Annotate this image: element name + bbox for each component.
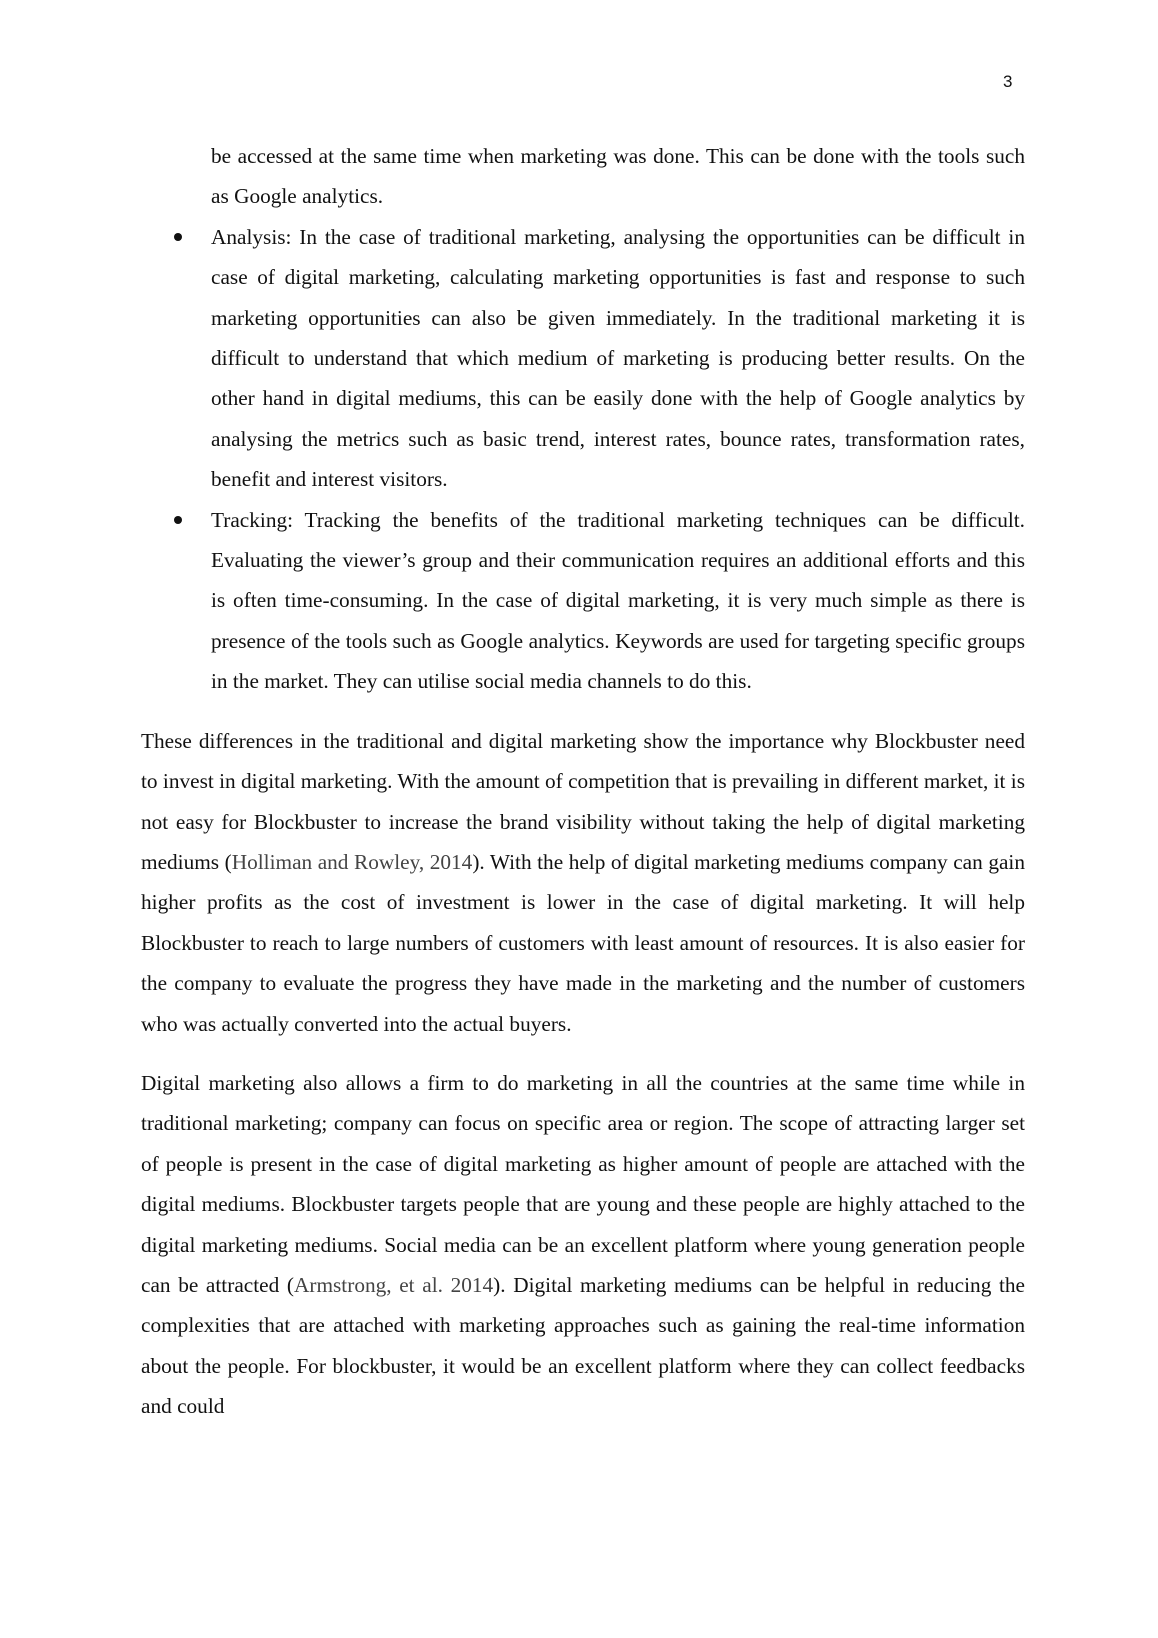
- paragraph-text: ). Digital marketing mediums can be helpful in reducing the complexities that are attached with marketing approaches such as gaining the real-time information about the people. For blockbuster, it would be an excellent platform where they can collect feedbacks and could: [141, 1272, 1026, 1419]
- bullet-item-tracking: [211, 500, 1025, 702]
- paragraph-text: ). With the help of digital marketing mediums company can gain higher profits as the cost of investment is lower in the case of digital marketing. It will help Blockbuster to reach to large numbers of customers with least amount of resources. It is also easier for the company to evaluate the progress they have made in the marketing and the number of customers who was actually converted into the actual buyers.: [141, 849, 1025, 1036]
- page-number: 3: [1003, 72, 1013, 91]
- paragraph-text: These differences in the traditional and digital marketing show the importance why Blockbuster need to invest in digital marketing. With the amount of competition that is prevailing in different market, it is not easy for Blockbuster to increase the brand visibility without taking the help of digital marketing mediums (: [141, 728, 1025, 874]
- citation: Holliman and Rowley, 2014: [231, 849, 473, 874]
- bullet-text: Tracking: Tracking the benefits of the traditional marketing techniques can be difficult. Evaluating the viewer’s group and their communication requires an additional efforts and this is often time-consuming. In the case of digital marketing, it is very much simple as there is presence of the tools such as Google analytics. Keywords are used for targeting specific groups in the market. They can utilise social media channels to do this.: [211, 507, 1025, 694]
- page-body: [141, 136, 1025, 1427]
- bullet-icon: [174, 233, 182, 241]
- bullet-text: Analysis: In the case of traditional marketing, analysing the opportunities can be difficult in case of digital marketing, calculating marketing opportunities is fast and response to such marketing opportunities can also be given immediately. In the traditional marketing it is difficult to understand that which medium of marketing is producing better results. On the other hand in digital mediums, this can be easily done with the help of Google analytics by analysing the metrics such as basic trend, interest rates, bounce rates, transformation rates, benefit and interest visitors.: [211, 224, 1025, 492]
- body-paragraph-2: [141, 1063, 1025, 1427]
- paragraph-text: Digital marketing also allows a firm to do marketing in all the countries at the same time while in traditional marketing; company can focus on specific area or region. The scope of attracting larger set of people is present in the case of digital marketing as higher amount of people are attached with the digital mediums. Blockbuster targets people that are young and these people are highly attached to the digital marketing mediums. Social media can be an excellent platform where young generation people can be attracted (: [141, 1070, 1025, 1297]
- body-paragraph-1: [141, 721, 1025, 1044]
- bullet-icon: [174, 516, 182, 524]
- bullet-item-analysis: [211, 217, 1025, 500]
- continuation-paragraph: be accessed at the same time when marketing was done. This can be done with the tools such as Google analytics.: [211, 144, 1025, 209]
- citation: Armstrong, et al. 2014: [293, 1272, 494, 1297]
- bullet-list: [141, 217, 1025, 702]
